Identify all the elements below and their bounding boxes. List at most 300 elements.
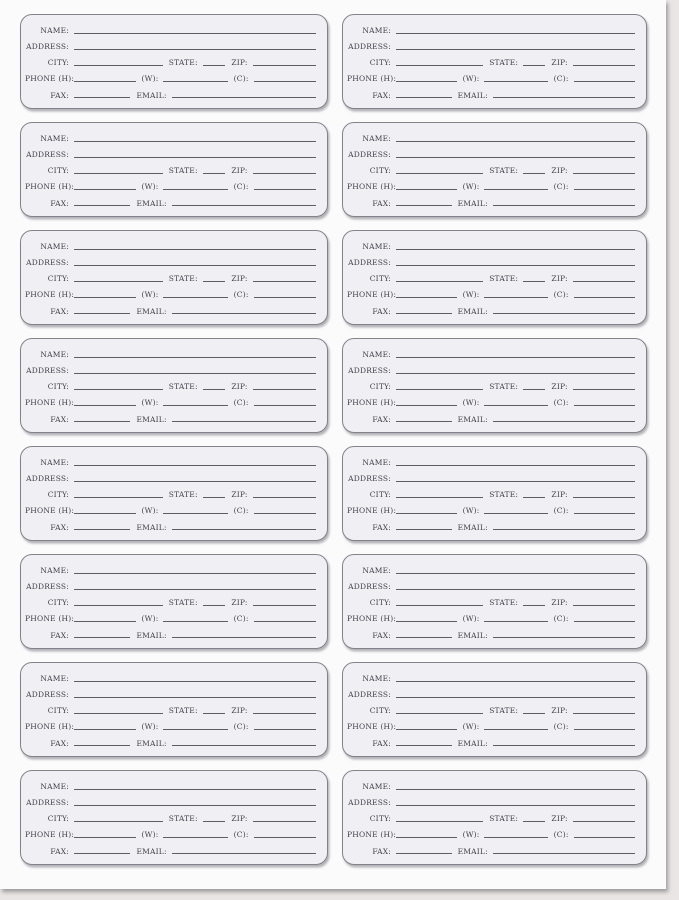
address-row: [25, 151, 316, 159]
fax-label: FAX:: [372, 738, 391, 748]
name-label: NAME:: [362, 350, 391, 359]
email-field-line: [172, 744, 316, 746]
zip-label: ZIP:: [231, 166, 248, 176]
address-label: ADDRESS:: [348, 366, 391, 376]
fax-label: FAX:: [50, 90, 69, 100]
zip-field-line: [573, 496, 635, 498]
city-state-zip-row: [347, 383, 635, 391]
fax-field-line: [74, 420, 130, 422]
address-label-card: [342, 122, 647, 217]
name-row: [25, 459, 316, 467]
address-label-card: [342, 662, 647, 757]
zip-field-line: [253, 388, 316, 390]
city-state-zip-row: [25, 275, 316, 283]
fax-email-row: [25, 92, 316, 100]
fax-label: FAX:: [372, 198, 391, 208]
fax-field-line: [74, 312, 130, 314]
phone-cell-label: (C):: [553, 398, 569, 408]
name-field-line: [396, 572, 635, 574]
zip-label: ZIP:: [231, 274, 248, 284]
fax-email-row: [25, 200, 316, 208]
phone-home-label: PHONE (H):: [25, 722, 75, 732]
phone-cell-label: (C):: [233, 722, 249, 732]
phone-cell-label: (C):: [233, 74, 249, 84]
phone-row: [25, 723, 316, 731]
city-field-line: [396, 280, 483, 282]
phone-cell-field-line: [254, 404, 316, 406]
phone-work-field-line: [484, 620, 547, 622]
fax-field-line: [396, 528, 452, 530]
phone-home-field-line: [396, 188, 457, 190]
address-field-line: [74, 264, 316, 266]
phone-cell-field-line: [254, 836, 316, 838]
email-label: EMAIL:: [457, 414, 488, 424]
name-label: NAME:: [40, 566, 69, 575]
zip-label: ZIP:: [231, 598, 248, 608]
address-field-line: [396, 804, 635, 806]
phone-row: [347, 507, 635, 515]
zip-field-line: [253, 280, 316, 282]
phone-row: [25, 183, 316, 191]
state-field-line: [203, 64, 226, 66]
city-state-zip-row: [347, 815, 635, 823]
phone-cell-label: (C):: [233, 506, 249, 516]
city-label: CITY:: [369, 274, 391, 284]
phone-cell-label: (C):: [553, 614, 569, 624]
name-label: NAME:: [40, 458, 69, 467]
name-row: [347, 459, 635, 467]
city-field-line: [74, 712, 163, 714]
phone-home-field-line: [396, 836, 457, 838]
email-label: EMAIL:: [457, 630, 488, 640]
fax-email-row: [25, 524, 316, 532]
address-label: ADDRESS:: [26, 474, 69, 484]
city-label: CITY:: [47, 382, 69, 392]
city-label: CITY:: [47, 274, 69, 284]
city-field-line: [74, 820, 163, 822]
state-label: STATE:: [168, 814, 198, 824]
address-label: ADDRESS:: [348, 582, 391, 592]
phone-work-field-line: [484, 80, 547, 82]
phone-home-label: PHONE (H):: [25, 830, 75, 840]
fax-label: FAX:: [372, 522, 391, 532]
zip-label: ZIP:: [231, 58, 248, 68]
zip-label: ZIP:: [551, 706, 568, 716]
fax-field-line: [396, 204, 452, 206]
email-label: EMAIL:: [457, 90, 488, 100]
name-label: NAME:: [40, 242, 69, 251]
name-label: NAME:: [40, 350, 69, 359]
fax-label: FAX:: [372, 630, 391, 640]
name-row: [25, 351, 316, 359]
zip-field-line: [253, 172, 316, 174]
phone-work-label: (W):: [141, 506, 159, 516]
phone-home-label: PHONE (H):: [347, 290, 397, 300]
name-label: NAME:: [362, 26, 391, 35]
fax-label: FAX:: [50, 738, 69, 748]
phone-home-label: PHONE (H):: [25, 506, 75, 516]
phone-cell-label: (C):: [553, 506, 569, 516]
address-label: ADDRESS:: [26, 42, 69, 52]
name-field-line: [74, 572, 316, 574]
city-state-zip-row: [347, 275, 635, 283]
phone-work-label: (W):: [141, 614, 159, 624]
state-label: STATE:: [168, 274, 198, 284]
zip-label: ZIP:: [551, 598, 568, 608]
city-state-zip-row: [25, 599, 316, 607]
email-label: EMAIL:: [136, 198, 167, 208]
phone-home-field-line: [396, 512, 457, 514]
address-label-card: [342, 14, 647, 109]
phone-work-field-line: [163, 404, 227, 406]
city-label: CITY:: [369, 58, 391, 68]
phone-work-field-line: [163, 188, 227, 190]
name-field-line: [74, 32, 316, 34]
phone-home-field-line: [74, 296, 136, 298]
phone-cell-field-line: [254, 296, 316, 298]
fax-label: FAX:: [372, 414, 391, 424]
phone-cell-field-line: [254, 512, 316, 514]
phone-row: [25, 507, 316, 515]
city-label: CITY:: [47, 166, 69, 176]
fax-field-line: [396, 852, 452, 854]
state-field-line: [523, 388, 545, 390]
phone-work-field-line: [163, 728, 227, 730]
state-field-line: [203, 172, 226, 174]
state-label: STATE:: [168, 490, 198, 500]
zip-field-line: [253, 712, 316, 714]
phone-row: [347, 183, 635, 191]
fax-email-row: [25, 848, 316, 856]
address-row: [347, 367, 635, 375]
email-field-line: [172, 96, 316, 98]
name-label: NAME:: [40, 134, 69, 143]
city-label: CITY:: [369, 814, 391, 824]
phone-cell-label: (C):: [553, 830, 569, 840]
state-field-line: [523, 604, 545, 606]
phone-cell-field-line: [574, 512, 635, 514]
name-row: [347, 675, 635, 683]
city-state-zip-row: [25, 491, 316, 499]
phone-home-field-line: [396, 404, 457, 406]
address-label: ADDRESS:: [26, 150, 69, 160]
zip-label: ZIP:: [551, 274, 568, 284]
fax-email-row: [347, 740, 635, 748]
state-label: STATE:: [489, 814, 519, 824]
city-state-zip-row: [347, 491, 635, 499]
state-label: STATE:: [489, 382, 519, 392]
fax-email-row: [347, 848, 635, 856]
city-label: CITY:: [47, 814, 69, 824]
name-field-line: [396, 248, 635, 250]
city-state-zip-row: [25, 383, 316, 391]
state-field-line: [203, 496, 226, 498]
fax-label: FAX:: [372, 306, 391, 316]
address-label-card: [342, 446, 647, 541]
fax-label: FAX:: [50, 846, 69, 856]
city-label: CITY:: [47, 58, 69, 68]
address-label-card: [20, 662, 328, 757]
phone-work-field-line: [484, 836, 547, 838]
phone-cell-field-line: [574, 836, 635, 838]
fax-field-line: [74, 528, 130, 530]
phone-cell-field-line: [254, 188, 316, 190]
zip-field-line: [573, 388, 635, 390]
zip-field-line: [253, 496, 316, 498]
zip-field-line: [573, 604, 635, 606]
name-field-line: [396, 788, 635, 790]
city-field-line: [396, 820, 483, 822]
name-label: NAME:: [362, 458, 391, 467]
fax-label: FAX:: [372, 846, 391, 856]
address-field-line: [396, 372, 635, 374]
zip-label: ZIP:: [551, 382, 568, 392]
city-label: CITY:: [369, 166, 391, 176]
fax-label: FAX:: [50, 414, 69, 424]
phone-home-label: PHONE (H):: [347, 722, 397, 732]
phone-work-label: (W):: [462, 74, 480, 84]
name-field-line: [74, 356, 316, 358]
phone-work-label: (W):: [141, 290, 159, 300]
phone-home-label: PHONE (H):: [347, 398, 397, 408]
state-label: STATE:: [489, 598, 519, 608]
email-label: EMAIL:: [136, 738, 167, 748]
address-row: [347, 151, 635, 159]
phone-home-label: PHONE (H):: [25, 182, 75, 192]
city-label: CITY:: [369, 598, 391, 608]
phone-cell-label: (C):: [553, 74, 569, 84]
phone-home-field-line: [74, 512, 136, 514]
city-field-line: [74, 172, 163, 174]
name-field-line: [74, 788, 316, 790]
phone-cell-label: (C):: [233, 830, 249, 840]
zip-field-line: [573, 64, 635, 66]
email-field-line: [172, 312, 316, 314]
phone-row: [347, 831, 635, 839]
email-field-line: [172, 420, 316, 422]
name-row: [347, 351, 635, 359]
city-field-line: [74, 604, 163, 606]
phone-cell-label: (C):: [233, 398, 249, 408]
email-field-line: [493, 420, 635, 422]
name-row: [347, 243, 635, 251]
fax-field-line: [396, 744, 452, 746]
email-field-line: [493, 636, 635, 638]
name-label: NAME:: [362, 782, 391, 791]
city-field-line: [74, 64, 163, 66]
phone-work-field-line: [484, 512, 547, 514]
address-label-card: [342, 230, 647, 325]
city-state-zip-row: [25, 167, 316, 175]
zip-field-line: [573, 820, 635, 822]
address-field-line: [74, 696, 316, 698]
name-field-line: [396, 464, 635, 466]
phone-row: [25, 399, 316, 407]
city-state-zip-row: [347, 707, 635, 715]
state-label: STATE:: [489, 58, 519, 68]
name-row: [347, 27, 635, 35]
zip-label: ZIP:: [551, 166, 568, 176]
zip-label: ZIP:: [231, 814, 248, 824]
phone-home-field-line: [74, 404, 136, 406]
city-state-zip-row: [347, 167, 635, 175]
fax-email-row: [347, 524, 635, 532]
fax-label: FAX:: [50, 306, 69, 316]
name-row: [347, 567, 635, 575]
phone-row: [347, 75, 635, 83]
state-field-line: [203, 604, 226, 606]
zip-field-line: [573, 712, 635, 714]
name-row: [347, 135, 635, 143]
state-label: STATE:: [168, 382, 198, 392]
name-field-line: [396, 680, 635, 682]
phone-work-label: (W):: [462, 614, 480, 624]
phone-home-field-line: [396, 80, 457, 82]
fax-field-line: [74, 636, 130, 638]
phone-row: [347, 291, 635, 299]
zip-label: ZIP:: [551, 58, 568, 68]
name-label: NAME:: [40, 674, 69, 683]
name-field-line: [74, 140, 316, 142]
email-label: EMAIL:: [136, 306, 167, 316]
phone-cell-field-line: [254, 80, 316, 82]
zip-label: ZIP:: [551, 490, 568, 500]
address-label: ADDRESS:: [26, 258, 69, 268]
name-row: [25, 567, 316, 575]
name-row: [25, 243, 316, 251]
phone-cell-label: (C):: [233, 182, 249, 192]
state-label: STATE:: [489, 274, 519, 284]
fax-email-row: [347, 308, 635, 316]
email-label: EMAIL:: [136, 846, 167, 856]
address-label: ADDRESS:: [348, 474, 391, 484]
fax-label: FAX:: [50, 630, 69, 640]
phone-work-field-line: [163, 836, 227, 838]
city-field-line: [74, 496, 163, 498]
address-label: ADDRESS:: [348, 798, 391, 808]
fax-field-line: [74, 852, 130, 854]
zip-field-line: [253, 820, 316, 822]
phone-home-field-line: [74, 80, 136, 82]
email-label: EMAIL:: [136, 522, 167, 532]
fax-email-row: [347, 416, 635, 424]
city-state-zip-row: [347, 599, 635, 607]
phone-cell-label: (C):: [553, 290, 569, 300]
phone-home-label: PHONE (H):: [25, 398, 75, 408]
phone-work-field-line: [163, 80, 227, 82]
address-field-line: [74, 372, 316, 374]
address-field-line: [396, 156, 635, 158]
phone-home-label: PHONE (H):: [25, 74, 75, 84]
address-row: [25, 583, 316, 591]
city-label: CITY:: [369, 490, 391, 500]
email-label: EMAIL:: [136, 414, 167, 424]
state-field-line: [523, 172, 545, 174]
phone-home-label: PHONE (H):: [347, 182, 397, 192]
zip-field-line: [253, 64, 316, 66]
phone-work-field-line: [484, 296, 547, 298]
phone-work-field-line: [163, 620, 227, 622]
state-label: STATE:: [168, 598, 198, 608]
phone-cell-label: (C):: [553, 182, 569, 192]
phone-cell-field-line: [574, 80, 635, 82]
address-field-line: [74, 804, 316, 806]
address-label: ADDRESS:: [348, 150, 391, 160]
name-row: [25, 675, 316, 683]
email-field-line: [493, 204, 635, 206]
address-label: ADDRESS:: [26, 582, 69, 592]
phone-cell-field-line: [574, 188, 635, 190]
phone-cell-field-line: [574, 620, 635, 622]
address-field-line: [74, 480, 316, 482]
phone-home-label: PHONE (H):: [347, 830, 397, 840]
address-label-card: [20, 14, 328, 109]
phone-home-field-line: [396, 620, 457, 622]
state-label: STATE:: [489, 706, 519, 716]
address-label-card: [20, 446, 328, 541]
address-label: ADDRESS:: [26, 798, 69, 808]
email-label: EMAIL:: [457, 306, 488, 316]
phone-work-field-line: [484, 188, 547, 190]
city-label: CITY:: [369, 382, 391, 392]
name-row: [347, 783, 635, 791]
fax-label: FAX:: [50, 198, 69, 208]
address-row: [25, 259, 316, 267]
phone-work-label: (W):: [141, 830, 159, 840]
phone-cell-field-line: [254, 728, 316, 730]
fax-email-row: [25, 740, 316, 748]
fax-email-row: [25, 308, 316, 316]
state-field-line: [523, 64, 545, 66]
state-field-line: [203, 388, 226, 390]
fax-field-line: [396, 420, 452, 422]
state-field-line: [203, 280, 226, 282]
name-field-line: [74, 464, 316, 466]
phone-work-label: (W):: [462, 398, 480, 408]
address-field-line: [74, 588, 316, 590]
address-row: [347, 475, 635, 483]
city-state-zip-row: [347, 59, 635, 67]
phone-row: [25, 615, 316, 623]
phone-cell-label: (C):: [233, 290, 249, 300]
phone-cell-field-line: [574, 296, 635, 298]
address-label-card: [20, 338, 328, 433]
phone-row: [347, 615, 635, 623]
fax-field-line: [396, 312, 452, 314]
email-field-line: [172, 852, 316, 854]
name-row: [25, 135, 316, 143]
address-label-card: [342, 770, 647, 865]
state-label: STATE:: [168, 58, 198, 68]
name-label: NAME:: [362, 134, 391, 143]
state-field-line: [523, 712, 545, 714]
phone-work-label: (W):: [462, 290, 480, 300]
state-label: STATE:: [168, 706, 198, 716]
email-field-line: [493, 744, 635, 746]
name-field-line: [74, 680, 316, 682]
phone-work-label: (W):: [141, 74, 159, 84]
phone-row: [347, 723, 635, 731]
email-field-line: [493, 312, 635, 314]
phone-home-field-line: [74, 728, 136, 730]
name-row: [25, 783, 316, 791]
email-label: EMAIL:: [457, 198, 488, 208]
address-field-line: [396, 480, 635, 482]
name-row: [25, 27, 316, 35]
phone-cell-label: (C):: [553, 722, 569, 732]
state-field-line: [523, 280, 545, 282]
phone-home-field-line: [396, 728, 457, 730]
